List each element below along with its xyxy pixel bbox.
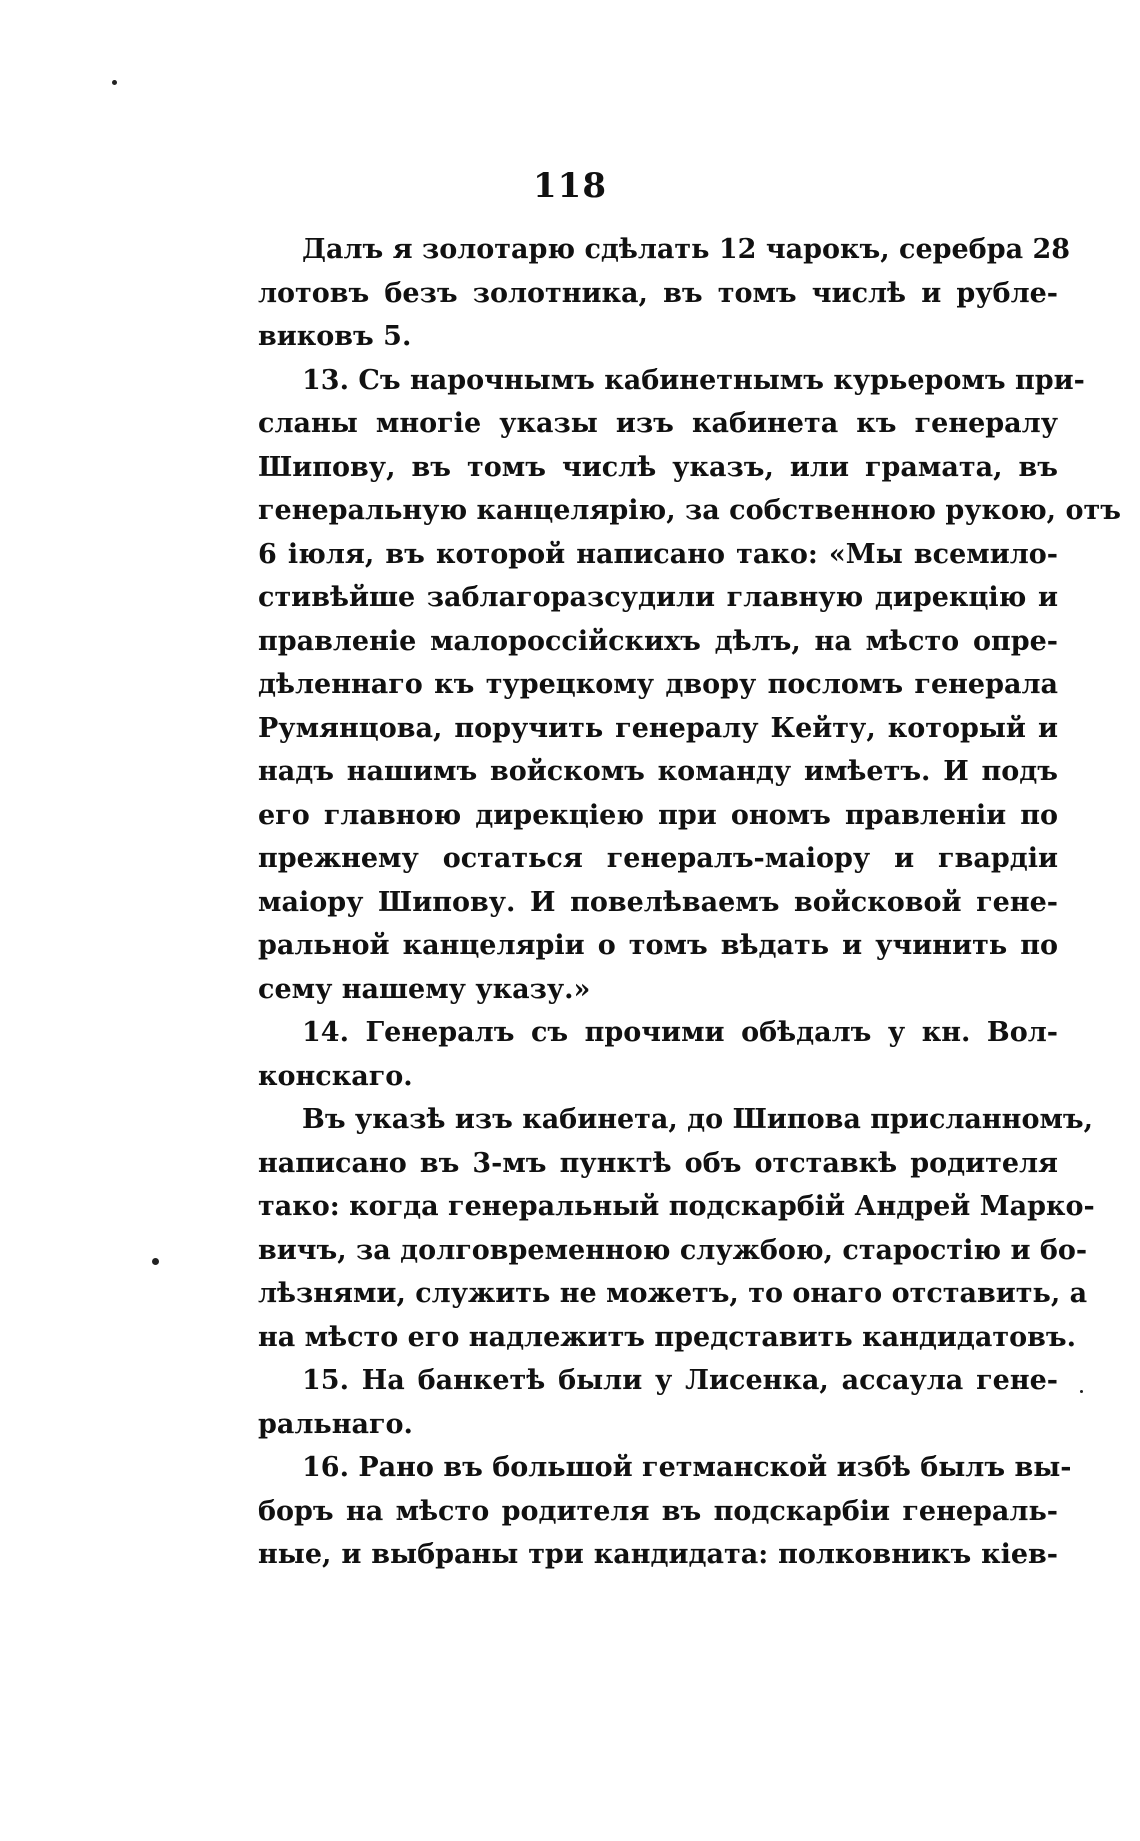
text-line: 15. На банкетѣ были у Лисенка, ассаула гене- (302, 1365, 1058, 1396)
text-line: лѣзнями, служить не можетъ, то онаго отставить, а (258, 1278, 1088, 1309)
text-line: написано въ 3-мъ пунктѣ объ отставкѣ родителя (258, 1147, 1058, 1179)
text-line: генеральную канцелярію, за собственною рукою, отъ (258, 495, 1121, 526)
text-line: тако: когда генеральный подскарбій Андрей Марко- (258, 1191, 1095, 1222)
text-line: Румянцова, поручить генералу Кейту, который и (258, 712, 1058, 744)
text-line: 16. Рано въ большой гетманской избѣ былъ вы- (302, 1452, 1072, 1483)
text-line: ные, и выбраны три кандидата: полковникъ кіев- (258, 1539, 1058, 1570)
text-line: Въ указѣ изъ кабинета, до Шипова присланномъ, (302, 1104, 1094, 1135)
text-line: боръ на мѣсто родителя въ подскарбіи генераль- (258, 1495, 1058, 1527)
text-line: стивѣйше заблагоразсудили главную дирекцію и (258, 582, 1058, 613)
text-line: Далъ я золотарю сдѣлать 12 чарокъ, серебра 28 (302, 234, 1071, 265)
print-speck (1080, 1390, 1083, 1393)
text-line: надъ нашимъ войскомъ команду имѣетъ. И подъ (258, 756, 1058, 787)
text-line: вичъ, за долговременною службою, старостію и бо- (258, 1234, 1088, 1266)
text-line: ральнаго. (258, 1408, 413, 1440)
text-line: конскаго. (258, 1060, 413, 1092)
text-line: на мѣсто его надлежитъ представить кандидатовъ. (258, 1321, 1077, 1353)
page-number: 118 (533, 166, 607, 206)
text-line: правленіе малороссійскихъ дѣлъ, на мѣсто опре- (258, 625, 1058, 657)
text-line: сему нашему указу.» (258, 973, 591, 1005)
text-line: прежнему остаться генералъ-маіору и гвардіи (258, 843, 1058, 874)
text-line: 13. Съ нарочнымъ кабинетнымъ курьеромъ при- (302, 364, 1085, 396)
text-line: ральной канцеляріи о томъ вѣдать и учинить по (258, 930, 1058, 961)
text-line: 14. Генералъ съ прочими обѣдалъ у кн. Вол- (302, 1017, 1058, 1048)
text-line: лотовъ безъ золотника, въ томъ числѣ и рубле- (258, 277, 1058, 309)
print-speck (112, 80, 117, 85)
text-line: маіору Шипову. И повелѣваемъ войсковой гене- (258, 886, 1058, 918)
page-body-text (258, 228, 1121, 1577)
text-line: дѣленнаго къ турецкому двору посломъ генерала (258, 669, 1058, 700)
text-line: его главною дирекціею при ономъ правленіи по (258, 799, 1058, 831)
text-line: сланы многіе указы изъ кабинета къ генералу (258, 408, 1058, 439)
text-line: Шипову, въ томъ числѣ указъ, или грамата, въ (258, 451, 1058, 483)
print-speck (152, 1258, 159, 1265)
text-line: виковъ 5. (258, 321, 412, 352)
text-line: 6 іюля, въ которой написано тако: «Мы всемило- (258, 538, 1058, 570)
